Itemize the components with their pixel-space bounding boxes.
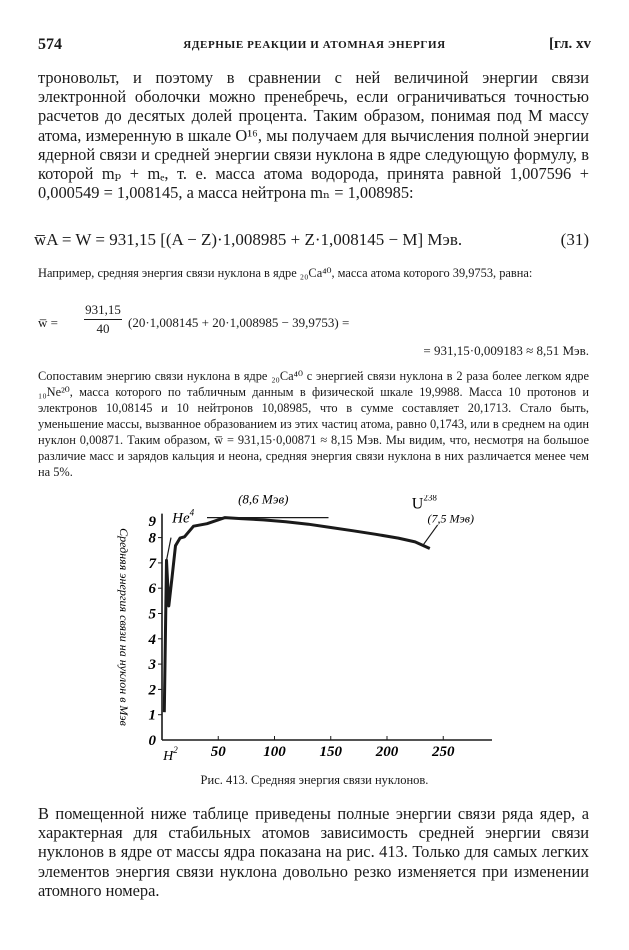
uranium-pointer bbox=[423, 525, 438, 545]
calculation-line-2: = 931,15·0,009183 ≈ 8,51 Мэв. bbox=[423, 343, 589, 358]
calc-lhs: w̅ = bbox=[38, 315, 58, 330]
formula-text: w̅A = W = 931,15 [(A − Z)·1,008985 + Z·1,008145 − M] Мэв. bbox=[34, 230, 463, 249]
page-number: 574 bbox=[38, 36, 62, 53]
page-header bbox=[38, 36, 591, 58]
running-title: ЯДЕРНЫЕ РЕАКЦИИ И АТОМНАЯ ЭНЕРГИЯ bbox=[183, 39, 446, 51]
paragraph-conclusion: В помещенной ниже таблице приведены полные энергии связи ряда ядер, а характерная для стабильных атомов зависимость средней энергии связи нуклонов в ядре от массы ядра показана на рис. 413. Только для самых легких элементов энергия связи нуклона довольно резко изменяется при изменении атомного номера. bbox=[38, 804, 589, 900]
y-axis-top-label: 9 bbox=[148, 514, 156, 531]
chapter-label: [гл. xv bbox=[549, 36, 591, 52]
uranium-annotation bbox=[412, 495, 438, 513]
fraction-numerator: 931,15 bbox=[84, 302, 122, 320]
formula-31 bbox=[34, 230, 589, 254]
helium-pointer bbox=[167, 538, 172, 561]
x-tick-label-3: 200 bbox=[375, 744, 399, 760]
paragraph-comparison: Сопоставим энергию связи нуклона в ядре ₂₀Ca⁴⁰ с энергией связи нуклона в 2 раза более легком ядре ₁₀Ne²⁰, масса которого по табличным данным в физической шкале 19,9988. Масса 10 протонов и электронов 10,08145 и 10 нейтронов 10,08985, что в сумме составляет 20,1713. Стало быть, уменьшение массы, вызванное образованием из этих частиц атома, равно 0,1743, или в среднем на один нуклон 0,00871. Таким образом, w̅ = 931,15·0,00871 ≈ 8,15 Мэв. Мы видим, что, несмотря на большое различие масс и зарядов кальция и неона, средняя энергия связи нуклона в них различается менее чем на 5%. bbox=[38, 369, 589, 479]
x-tick-label-4: 250 bbox=[432, 744, 455, 760]
y-tick-label-8: 8 bbox=[148, 530, 156, 547]
helium-mass: 4 bbox=[189, 507, 195, 518]
y-tick-label-5: 5 bbox=[148, 606, 156, 623]
fraction bbox=[84, 302, 122, 337]
y-axis-ticks bbox=[148, 531, 163, 749]
deuterium-symbol: H bbox=[163, 749, 174, 764]
x-tick-label-2: 150 bbox=[319, 744, 342, 760]
y-tick-label-0: 0 bbox=[148, 733, 156, 749]
fraction-denominator: 40 bbox=[96, 321, 110, 336]
formula-number: (31) bbox=[560, 230, 589, 249]
helium-annotation bbox=[171, 507, 195, 526]
x-tick-label-0: 50 bbox=[210, 744, 226, 760]
y-tick-label-6: 6 bbox=[148, 581, 156, 598]
figure-caption: Рис. 413. Средняя энергия связи нуклонов. bbox=[200, 773, 429, 787]
paragraph-intro: троновольт, и поэтому в сравнении с ней величиной энергии связи электронной оболочки можно пренебречь, если ограничиваться точностью расчетов до десятых долей процента. Таким образом, понимая под M массу атома, измеренную в шкале O¹⁶, мы получаем для вычисления полной энергии ядерной связи и средней энергии связи нуклона в ядре следующую формулу, в которой mₚ + mₑ, т. е. масса атома водорода, принята равной 1,007596 + 0,000549 = 1,008145, а масса нейтрона mₙ = 1,008985: bbox=[38, 68, 589, 203]
y-tick-label-2: 2 bbox=[148, 682, 156, 699]
y-tick-label-1: 1 bbox=[148, 707, 156, 724]
deuterium-mass: 2 bbox=[173, 745, 178, 755]
helium-symbol: He bbox=[172, 510, 190, 527]
y-tick-label-7: 7 bbox=[148, 555, 156, 572]
deuterium-annotation bbox=[162, 745, 178, 764]
binding-energy-curve bbox=[164, 518, 430, 713]
uranium-mass: 238 bbox=[423, 495, 437, 503]
x-tick-label-1: 100 bbox=[263, 744, 286, 760]
y-axis-label: Средняя энергия связи на нуклон в Мэв bbox=[117, 528, 131, 726]
uranium-value-annotation: (7,5 Мэв) bbox=[427, 511, 474, 526]
y-tick-label-4: 4 bbox=[148, 631, 156, 648]
example-intro: Например, средняя энергия связи нуклона в ядре ₂₀Ca⁴⁰, масса атома которого 39,9753, равна: bbox=[38, 266, 533, 280]
uranium-symbol: U bbox=[411, 495, 424, 513]
binding-energy-chart bbox=[100, 495, 500, 765]
y-tick-label-3: 3 bbox=[148, 657, 156, 674]
peak-annotation: (8,6 Мэв) bbox=[238, 495, 289, 507]
calc-expression: (20·1,008145 + 20·1,008985 − 39,9753) = bbox=[128, 315, 350, 330]
calculation-line-1 bbox=[38, 302, 598, 342]
